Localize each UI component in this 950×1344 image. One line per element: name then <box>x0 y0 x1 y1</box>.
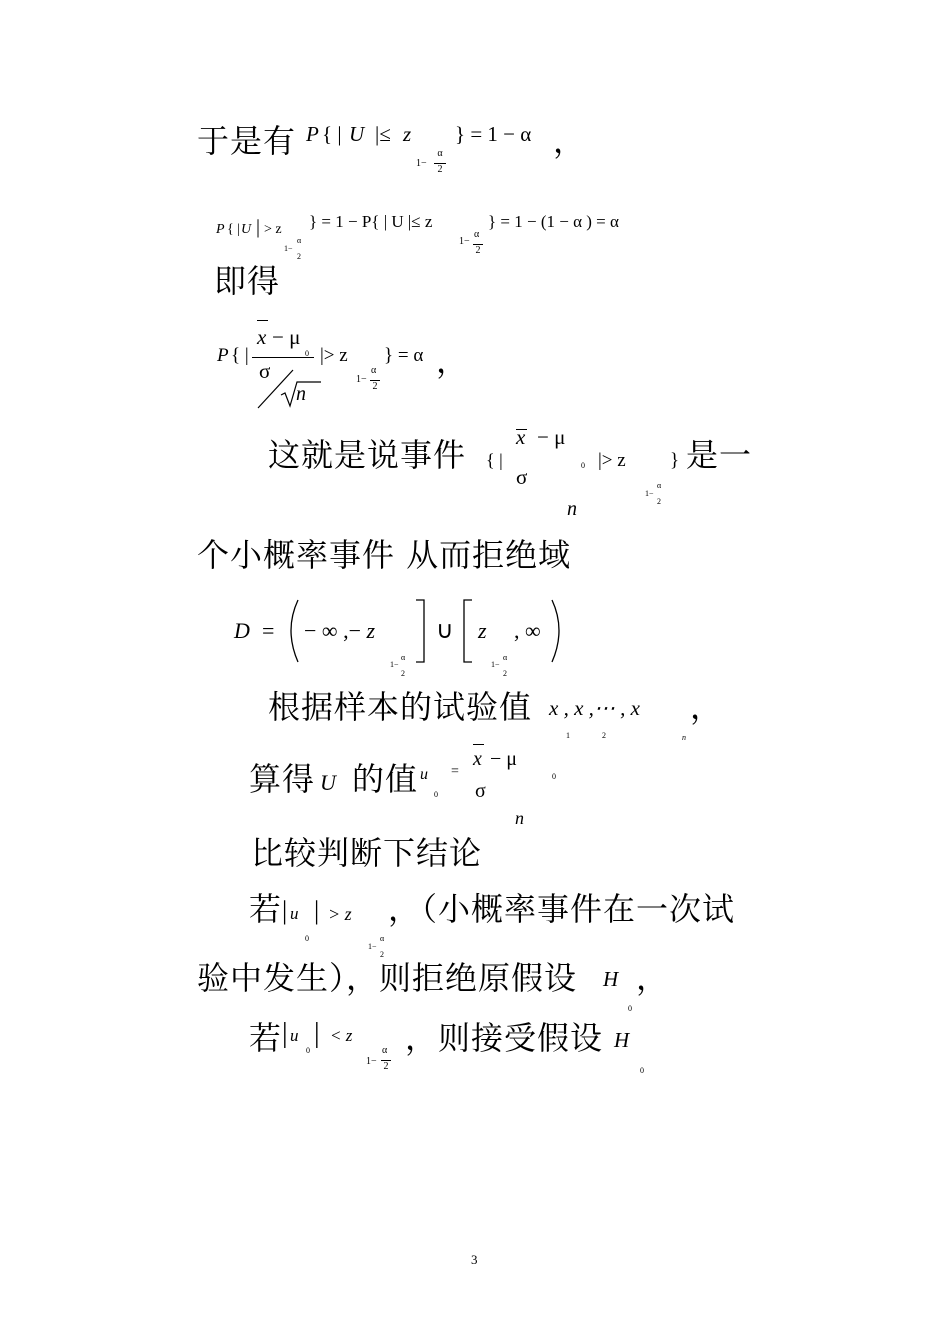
math-two-small: 2 <box>434 163 446 175</box>
comma-2: ， <box>436 342 470 380</box>
math-u-sub0-2: 0 <box>305 934 309 943</box>
math-U-2: U <box>320 770 336 795</box>
math-D: D <box>234 618 250 643</box>
math-alpha-6: α <box>401 653 406 662</box>
math-z-6: z <box>478 618 487 643</box>
math-n-3: n <box>515 808 524 828</box>
math-gt-z: > z <box>264 222 282 237</box>
math-sub-1minus-3: 1− <box>459 236 470 247</box>
math-eq-1-alpha: } = 1 − α <box>455 122 532 146</box>
text-line-1: 于是有 <box>197 122 297 160</box>
math-abs-right: | <box>314 896 320 925</box>
math-abs-right-2: | <box>314 1018 320 1049</box>
math-u: U <box>349 122 365 146</box>
math-p-small: P <box>216 222 225 237</box>
comma: ， <box>553 122 587 160</box>
math-two-tiny: 2 <box>297 252 301 261</box>
math-xlist: x , x ,⋯ , x <box>549 696 640 720</box>
text-ruo-2: 若 <box>249 1019 283 1057</box>
math-alpha-5: α <box>657 481 662 490</box>
math-H: H <box>603 967 619 991</box>
text-ruo-1: 若 <box>249 890 283 928</box>
math-brace-5: { | <box>486 450 503 470</box>
math-two-small-2: 2 <box>473 244 483 256</box>
math-H-sub0: 0 <box>640 1066 644 1075</box>
math-sub-1: 1 <box>566 731 570 740</box>
math-eq-alpha: } = α <box>384 345 424 366</box>
text-line-4: 这就是说事件 <box>268 436 467 474</box>
math-sub0: 0 <box>305 349 309 358</box>
math-u-small: U <box>241 222 252 237</box>
math-eq2: } = 1 − P{ | U |≤ z <box>309 212 433 231</box>
math-close-brace: } <box>670 450 680 471</box>
math-eq2-end: } = 1 − (1 − α ) = α <box>488 212 619 231</box>
text-line-4-suffix: 是一 <box>686 436 753 474</box>
math-two-6: 2 <box>401 669 405 678</box>
page-number: 3 <box>471 1252 478 1267</box>
math-x-3: x <box>473 748 482 770</box>
math-abs-left: | <box>282 896 288 925</box>
text-line-5: 个小概率事件 从而拒绝域 <box>197 536 572 574</box>
sqrt-slash-icon <box>255 366 325 410</box>
text-line-6: 根据样本的试验值 <box>268 688 533 726</box>
math-eq-u: = <box>451 764 459 779</box>
math-alpha-8: α <box>380 934 385 943</box>
math-eq-D: = <box>262 618 275 643</box>
math-minus-mu-2: − μ <box>537 425 566 449</box>
math-alpha-small: α <box>437 148 443 159</box>
text-line-8: 比较判断下结论 <box>251 834 483 872</box>
math-sigma: σ <box>259 359 271 383</box>
math-alpha-tiny: α <box>297 236 302 245</box>
math-H-sup0: 0 <box>628 1004 632 1013</box>
math-u-sub0-3: 0 <box>306 1046 310 1055</box>
math-alpha-small-2: α <box>474 229 480 240</box>
math-two-7: 2 <box>503 669 507 678</box>
math-neg-inf: − ∞ ,− z <box>304 618 376 643</box>
math-n: n <box>296 383 306 405</box>
math-sigma-2: σ <box>516 465 528 489</box>
math-gt-z-2: > z <box>328 904 352 924</box>
text-suande: 算得 <box>249 760 316 798</box>
text-jide: 即得 <box>214 262 281 300</box>
math-sub-1minus-9: 1− <box>366 1056 377 1067</box>
math-sub-1minus-5: 1− <box>645 489 654 498</box>
text-line-10: 验中发生），则拒绝原假设 <box>197 959 578 997</box>
math-two-9: 2 <box>381 1060 391 1072</box>
text-dezhi: 的值 <box>352 760 419 798</box>
math-minus-mu-3: − μ <box>490 748 518 770</box>
math-pos-inf: , ∞ <box>514 618 541 643</box>
math-p-3: P <box>217 345 229 366</box>
math-brace-small: { | <box>227 222 241 237</box>
math-two-4: 2 <box>370 380 380 392</box>
math-gt-bar-2: |> z <box>598 450 626 471</box>
math-brace: { | <box>322 122 342 146</box>
math-n-2: n <box>567 498 577 520</box>
math-sub-1minus-2: 1− <box>284 244 293 253</box>
math-alpha-7: α <box>503 653 508 662</box>
math-cup: ∪ <box>436 618 454 644</box>
math-sigma-3: σ <box>475 780 486 802</box>
math-u-2: u <box>290 904 299 923</box>
math-sub-1minus-6: 1− <box>390 660 399 669</box>
math-xbar-line-3 <box>473 744 484 745</box>
math-xbar-line <box>257 320 268 321</box>
math-sub0-3: 0 <box>552 772 556 781</box>
math-H-2: H <box>614 1028 630 1052</box>
math-u-3: u <box>290 1026 299 1045</box>
comma-4: ， <box>636 959 670 997</box>
math-two-5: 2 <box>657 497 661 506</box>
math-x-2: x <box>516 425 526 449</box>
math-alpha-4: α <box>371 365 377 376</box>
comma-3: ， <box>690 688 724 726</box>
math-u: u <box>420 766 428 783</box>
math-sub-1minus-7: 1− <box>491 660 500 669</box>
math-leq: |≤ <box>375 122 391 146</box>
math-sub-n: n <box>682 733 686 742</box>
math-brace-3: { | <box>231 345 249 366</box>
math-p: P <box>306 122 319 146</box>
math-bar: | <box>256 216 261 238</box>
math-sub0-2: 0 <box>581 461 585 470</box>
math-gt-bar: |> z <box>320 345 348 366</box>
math-sub-2: 2 <box>602 731 606 740</box>
math-lt-z: < z <box>330 1026 353 1045</box>
math-abs-left-2: | <box>282 1018 288 1049</box>
math-z: z <box>403 122 412 146</box>
text-line-11: ，则接受假设 <box>405 1019 604 1057</box>
math-two-8: 2 <box>380 950 384 959</box>
text-line-9: ，（小概率事件在一次试 <box>388 890 736 928</box>
math-x: x <box>257 325 267 349</box>
math-sub-1minus-8: 1− <box>368 942 377 951</box>
math-sub-1minus: 1− <box>416 158 427 169</box>
math-u-sub0: 0 <box>434 790 438 799</box>
math-sub-1minus-4: 1− <box>356 374 367 385</box>
math-alpha-9: α <box>382 1045 388 1056</box>
math-minus-mu: − μ <box>272 325 301 349</box>
